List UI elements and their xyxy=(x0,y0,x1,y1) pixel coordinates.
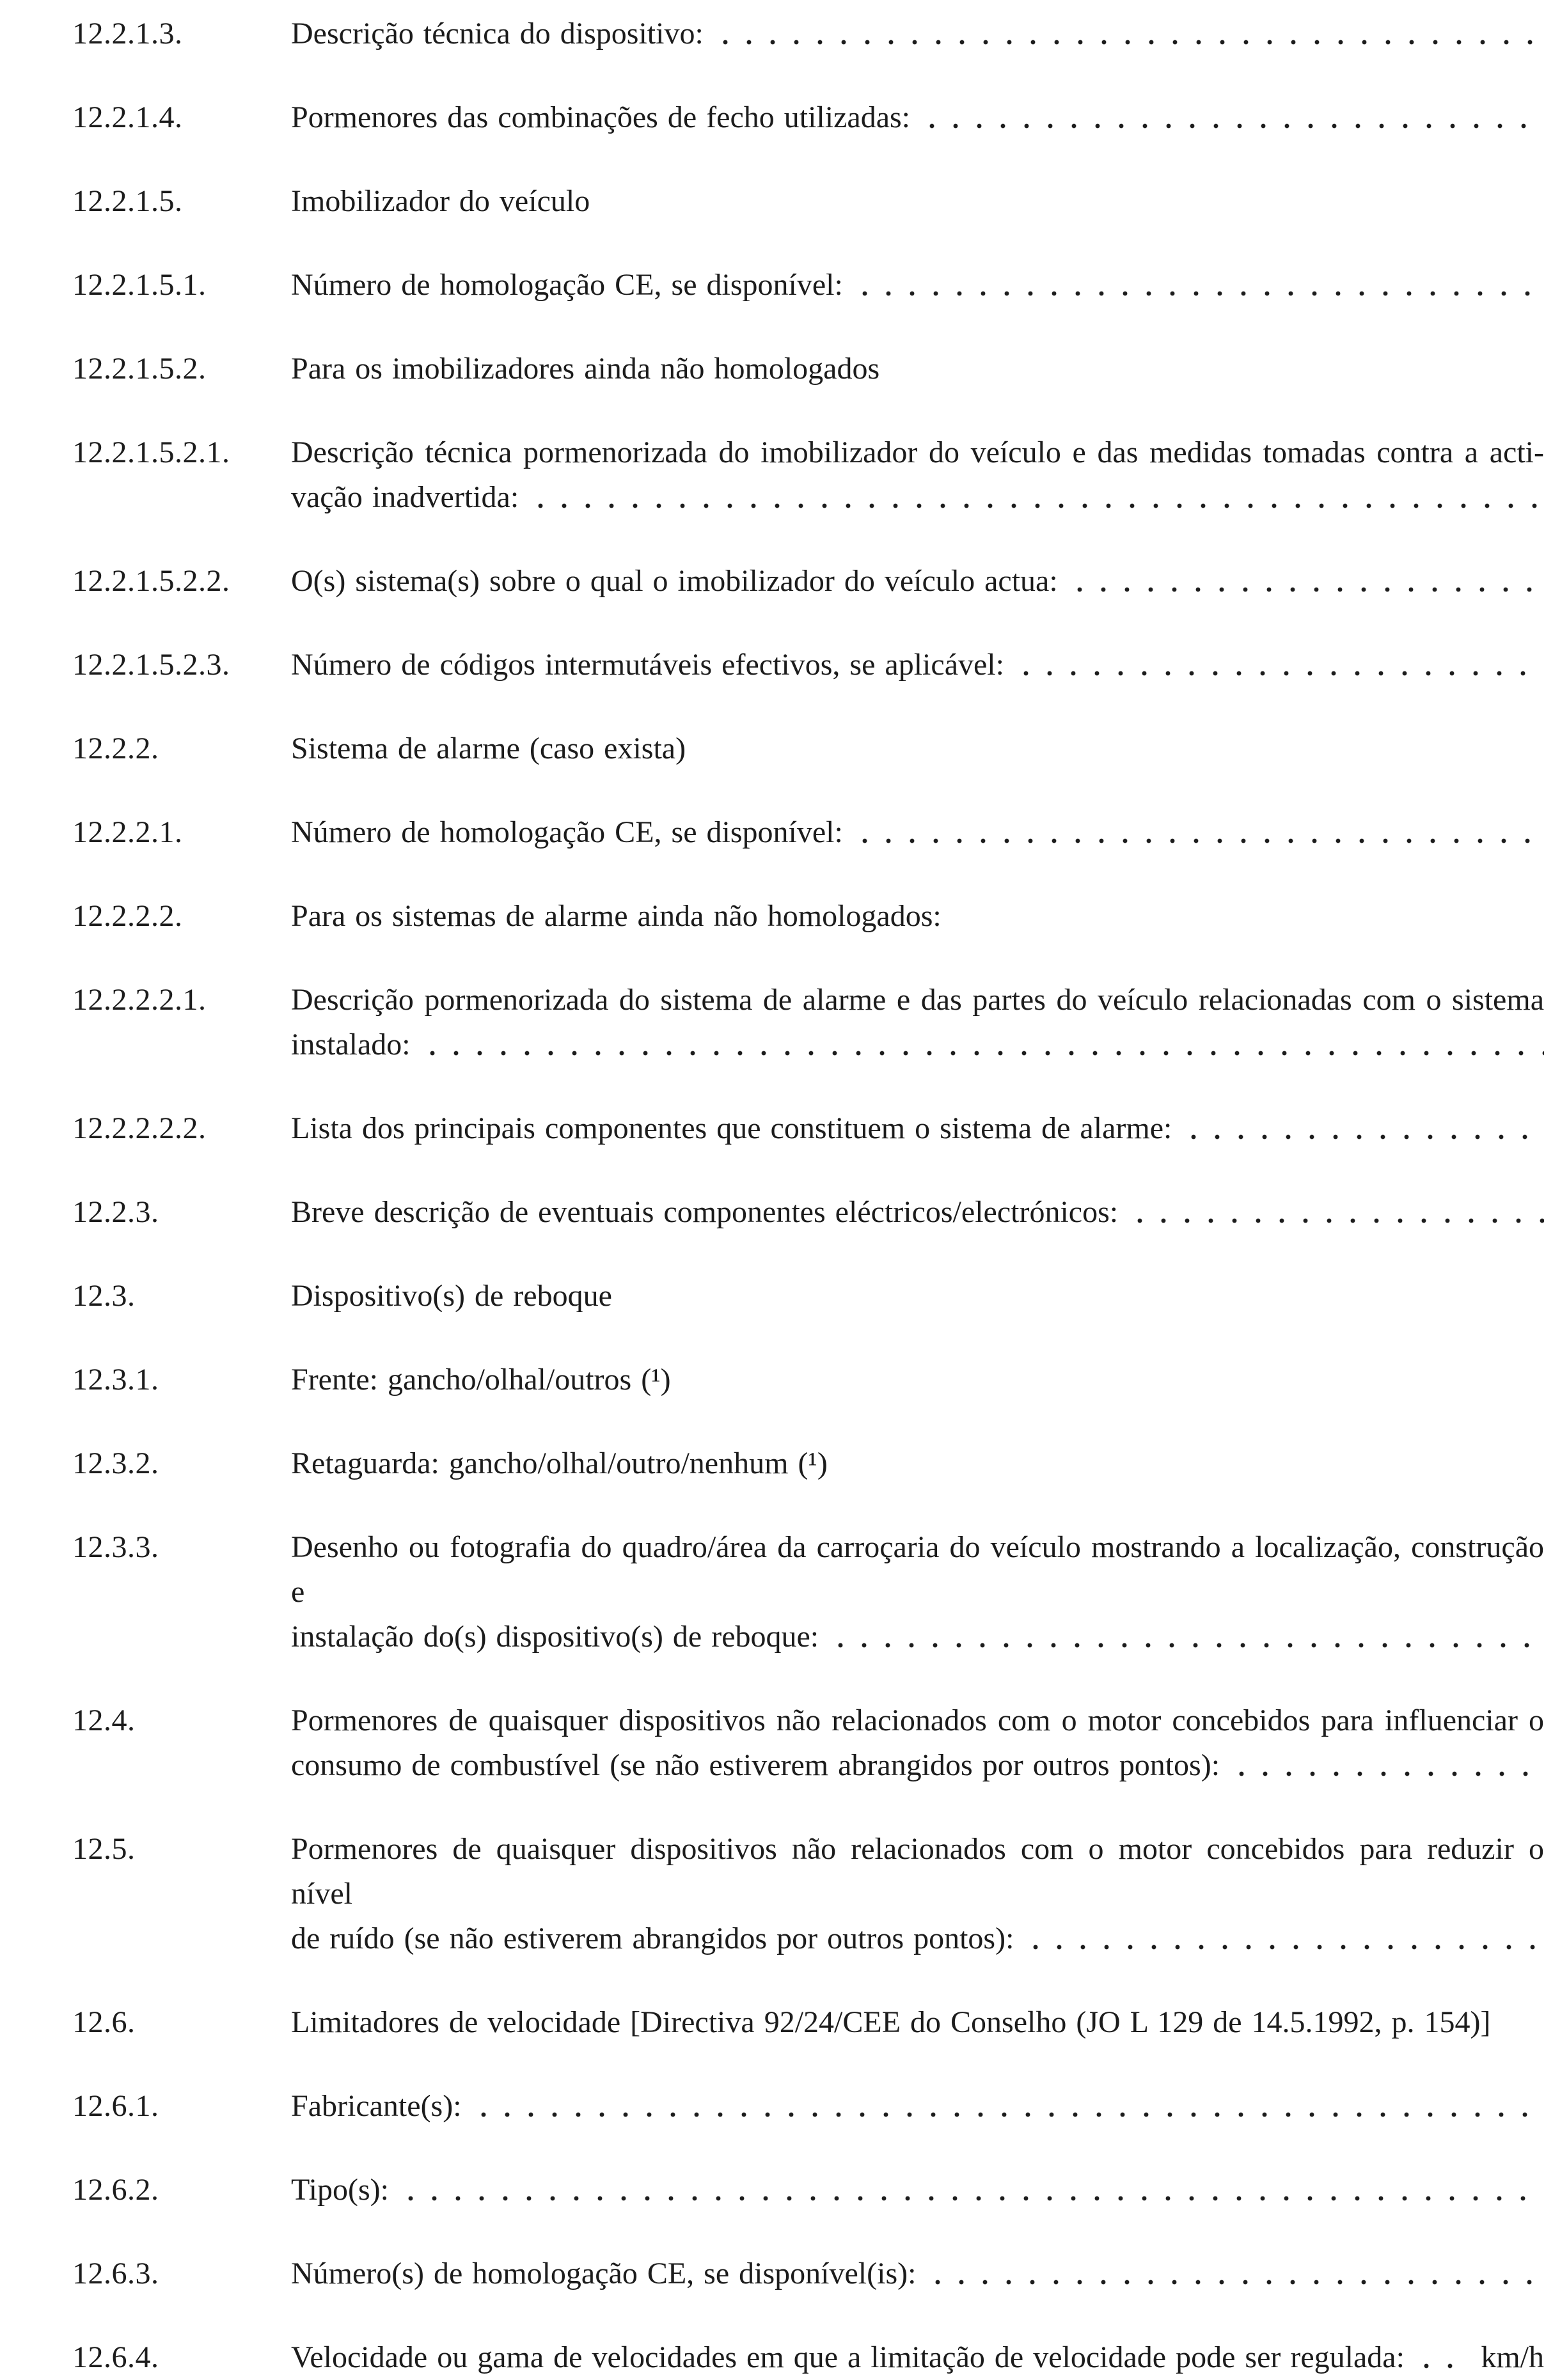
item-label-line2: vação inadvertida: xyxy=(291,480,519,514)
item-12-6-3 xyxy=(72,2251,1544,2296)
item-12-2-1-5-2-3 xyxy=(72,643,1544,687)
item-number: 12.2.3. xyxy=(72,1195,159,1229)
item-number: 12.6.2. xyxy=(72,2173,159,2207)
item-12-6-4 xyxy=(72,2335,1544,2380)
item-label: O(s) sistema(s) sobre o qual o imobilizador do veículo actua: xyxy=(291,564,1058,598)
item-12-3 xyxy=(72,1274,1544,1319)
item-12-2-1-5-2-1 xyxy=(72,430,1544,520)
item-label-line1: Desenho ou fotografia do quadro/área da carroçaria do veículo mostrando a localização, construção e xyxy=(291,1530,1544,1609)
item-number: 12.6.4. xyxy=(72,2340,159,2374)
item-label: Número de homologação CE, se disponível: xyxy=(291,815,843,849)
item-number: 12.3. xyxy=(72,1279,136,1313)
item-number: 12.2.2.2.2. xyxy=(72,1111,207,1145)
item-label: Velocidade ou gama de velocidades em que a limitação de velocidade pode ser regulada: xyxy=(291,2340,1405,2374)
item-label-line2: consumo de combustível (se não estiverem abrangidos por outros pontos): xyxy=(291,1748,1220,1782)
item-number: 12.2.2. xyxy=(72,732,159,765)
item-label: Frente: gancho/olhal/outros (¹) xyxy=(291,1363,671,1397)
item-label: Imobilizador do veículo xyxy=(291,184,590,218)
dotted-fill-line xyxy=(1137,1190,1544,1235)
item-12-2-2-2-2 xyxy=(72,1106,1544,1151)
dotted-fill-line xyxy=(1239,1743,1544,1788)
dotted-fill-line xyxy=(723,12,1544,56)
item-label: Descrição técnica do dispositivo: xyxy=(291,17,704,51)
item-number: 12.3.2. xyxy=(72,1446,159,1480)
dotted-fill-line xyxy=(1023,643,1544,687)
item-label: Fabricante(s): xyxy=(291,2089,462,2123)
item-label-line2: instalado: xyxy=(291,1028,411,1061)
item-label: Para os sistemas de alarme ainda não homologados: xyxy=(291,899,942,933)
item-number: 12.2.1.5.2. xyxy=(72,352,207,386)
item-number: 12.2.1.5.1. xyxy=(72,268,207,302)
item-number: 12.6. xyxy=(72,2005,136,2039)
dotted-fill-line xyxy=(1033,1916,1544,1961)
item-number: 12.3.3. xyxy=(72,1530,159,1564)
dotted-fill-line xyxy=(935,2251,1544,2296)
dotted-fill-line xyxy=(838,1615,1544,1659)
item-number: 12.2.2.1. xyxy=(72,815,183,849)
item-label: Breve descrição de eventuais componentes eléctricos/electrónicos: xyxy=(291,1195,1119,1229)
item-number: 12.2.1.5. xyxy=(72,184,183,218)
item-12-2-2-1 xyxy=(72,810,1544,855)
dotted-fill-line xyxy=(430,1022,1544,1067)
item-12-2-1-5 xyxy=(72,179,1544,224)
item-12-6 xyxy=(72,2000,1544,2045)
item-12-5 xyxy=(72,1827,1544,1961)
item-label: Sistema de alarme (caso exista) xyxy=(291,732,686,765)
item-label: Pormenores das combinações de fecho utilizadas: xyxy=(291,100,911,134)
item-label-line2: instalação do(s) dispositivo(s) de reboque: xyxy=(291,1620,819,1654)
item-label: Limitadores de velocidade [Directiva 92/24/CEE do Conselho (JO L 129 de 14.5.1992, p. 154)] xyxy=(291,2005,1491,2039)
item-12-2-3 xyxy=(72,1190,1544,1235)
item-label: Tipo(s): xyxy=(291,2173,389,2207)
item-12-2-2-2-1 xyxy=(72,978,1544,1067)
dotted-fill-line xyxy=(481,2084,1544,2129)
item-number: 12.2.1.5.2.2. xyxy=(72,564,230,598)
item-12-3-1 xyxy=(72,1358,1544,1402)
item-label: Para os imobilizadores ainda não homologados xyxy=(291,352,880,386)
item-label-line2: de ruído (se não estiverem abrangidos por outros pontos): xyxy=(291,1922,1014,1955)
item-number: 12.6.1. xyxy=(72,2089,159,2123)
item-label-line1: Descrição pormenorizada do sistema de alarme e das partes do veículo relacionadas com o sistema xyxy=(291,983,1544,1017)
item-number: 12.2.2.2.1. xyxy=(72,983,207,1017)
item-12-3-2 xyxy=(72,1441,1544,1486)
item-label-line1: Pormenores de quaisquer dispositivos não relacionados com o motor concebidos para influenciar o xyxy=(291,1703,1544,1737)
item-number: 12.5. xyxy=(72,1832,136,1866)
item-number: 12.4. xyxy=(72,1703,136,1737)
item-12-4 xyxy=(72,1698,1544,1788)
item-label: Retaguarda: gancho/olhal/outro/nenhum (¹) xyxy=(291,1446,828,1480)
dotted-fill-line xyxy=(929,95,1544,140)
item-12-2-1-4 xyxy=(72,95,1544,140)
dotted-fill-line xyxy=(862,263,1544,308)
item-number: 12.3.1. xyxy=(72,1363,159,1397)
dotted-fill-line xyxy=(1191,1106,1544,1151)
item-12-3-3 xyxy=(72,1525,1544,1659)
item-12-2-2 xyxy=(72,726,1544,771)
item-12-2-2-2 xyxy=(72,894,1544,939)
item-number: 12.2.1.3. xyxy=(72,17,183,51)
dotted-fill-line xyxy=(862,810,1544,855)
dotted-fill-line xyxy=(1424,2335,1464,2380)
item-number: 12.2.1.5.2.1. xyxy=(72,435,230,469)
item-12-2-1-3 xyxy=(72,12,1544,56)
item-12-2-1-5-2-2 xyxy=(72,559,1544,604)
item-label: Lista dos principais componentes que constituem o sistema de alarme: xyxy=(291,1111,1172,1145)
item-label-line1: Descrição técnica pormenorizada do imobilizador do veículo e das medidas tomadas contra a acti- xyxy=(291,435,1544,469)
item-number: 12.2.1.4. xyxy=(72,100,183,134)
item-number: 12.6.3. xyxy=(72,2257,159,2290)
item-12-2-1-5-1 xyxy=(72,263,1544,308)
item-12-6-1 xyxy=(72,2084,1544,2129)
item-label: Número de códigos intermutáveis efectivos, se aplicável: xyxy=(291,648,1004,682)
item-12-6-2 xyxy=(72,2168,1544,2212)
item-number: 12.2.1.5.2.3. xyxy=(72,648,230,682)
item-label-line1: Pormenores de quaisquer dispositivos não relacionados com o motor concebidos para reduzir o nível xyxy=(291,1832,1544,1911)
item-12-2-1-5-2 xyxy=(72,347,1544,391)
unit-label: km/h xyxy=(1481,2340,1544,2374)
dotted-fill-line xyxy=(1077,559,1544,604)
dotted-fill-line xyxy=(538,475,1544,520)
item-number: 12.2.2.2. xyxy=(72,899,183,933)
item-label: Número de homologação CE, se disponível: xyxy=(291,268,843,302)
dotted-fill-line xyxy=(408,2168,1544,2212)
item-label: Dispositivo(s) de reboque xyxy=(291,1279,612,1313)
item-label: Número(s) de homologação CE, se disponível(is): xyxy=(291,2257,917,2290)
